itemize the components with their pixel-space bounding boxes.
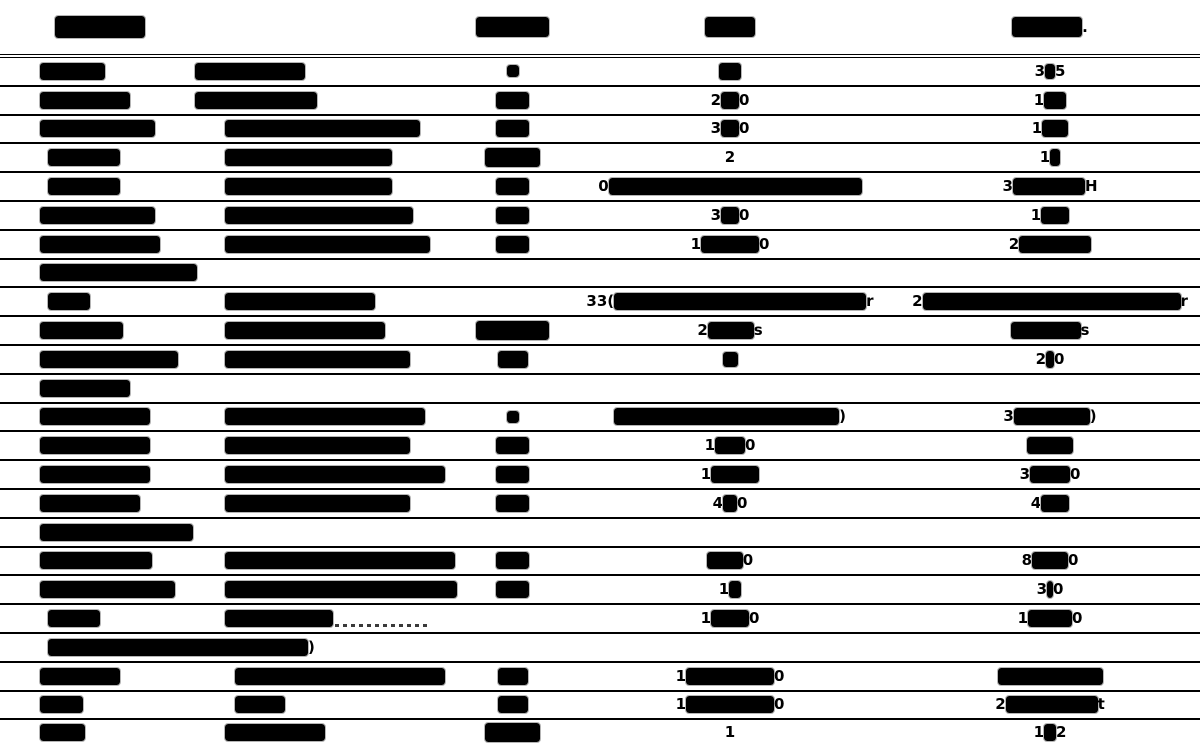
table-row xyxy=(0,432,1200,461)
redaction-bar xyxy=(48,178,120,195)
cell-col3 xyxy=(465,663,560,690)
text-fragment: 3 xyxy=(710,205,721,224)
cell-col2 xyxy=(190,116,465,143)
text-fragment: 0 xyxy=(745,436,756,455)
redaction-bar xyxy=(496,120,529,137)
text-fragment: 0 xyxy=(598,177,609,196)
cell-col2 xyxy=(190,432,465,459)
redaction-bar xyxy=(40,581,175,598)
cell-col1 xyxy=(0,288,190,315)
redaction-bar xyxy=(40,495,140,512)
text-fragment: ) xyxy=(1089,407,1097,426)
cell-col5 xyxy=(900,231,1200,258)
cell-col1 xyxy=(0,231,190,258)
table-row xyxy=(0,490,1200,519)
cell-col3 xyxy=(465,288,560,315)
redaction-bar xyxy=(1041,495,1069,512)
text-fragment: 1 xyxy=(1039,148,1051,167)
table-row xyxy=(0,116,1200,145)
table-row xyxy=(0,692,1200,721)
cell-col3 xyxy=(465,605,560,632)
cell-col5 xyxy=(900,576,1200,603)
cell-col4 xyxy=(560,692,900,719)
redaction-bar xyxy=(48,293,90,310)
redaction-bar xyxy=(40,207,155,224)
text-fragment: 0 xyxy=(1070,465,1081,484)
cell-col1 xyxy=(0,404,190,431)
text-fragment: 3 xyxy=(710,119,721,138)
text-fragment: 0 xyxy=(1072,609,1083,628)
cell-col4 xyxy=(560,317,900,344)
text-fragment: 2 xyxy=(995,695,1006,714)
redaction-bar xyxy=(719,63,741,80)
redaction-bar xyxy=(225,552,455,569)
cell-col2 xyxy=(190,173,465,200)
redaction-bar xyxy=(225,236,430,253)
text-fragment: ) xyxy=(308,637,315,656)
cell-col2 xyxy=(190,461,465,488)
redaction-bar xyxy=(40,120,155,137)
redaction-bar xyxy=(40,351,178,368)
redaction-bar xyxy=(195,63,305,80)
text-fragment: 3 xyxy=(1036,580,1047,599)
cell-col4 xyxy=(560,231,900,258)
cell-col3 xyxy=(465,692,560,719)
cell-col5 xyxy=(900,720,1200,744)
cell-col2 xyxy=(190,490,465,517)
redaction-bar xyxy=(195,92,317,109)
redaction-bar xyxy=(48,610,100,627)
cell-col3 xyxy=(465,116,560,143)
text-fragment: 0 xyxy=(1068,551,1079,570)
table-row xyxy=(0,173,1200,202)
cell-col2 xyxy=(190,346,465,373)
redaction-bar xyxy=(711,466,759,483)
text-fragment: 4 xyxy=(712,493,723,512)
redaction-bar xyxy=(701,236,759,253)
redaction-bar xyxy=(1042,120,1068,137)
cell-col2 xyxy=(190,58,465,85)
redaction-bar xyxy=(1041,207,1069,224)
cell-col5 xyxy=(900,692,1200,719)
cell-col1 xyxy=(0,346,190,373)
cell-col4 xyxy=(560,202,900,229)
cell-col1 xyxy=(0,202,190,229)
cell-col5 xyxy=(900,605,1200,632)
text-fragment: 1 xyxy=(1031,119,1043,138)
cell-col3 xyxy=(465,432,560,459)
redaction-bar xyxy=(498,668,528,685)
redaction-bar xyxy=(496,178,529,195)
redaction-bar xyxy=(496,437,529,454)
redaction-bar xyxy=(1012,17,1082,37)
redaction-bar xyxy=(225,408,425,425)
cell-col5 xyxy=(900,490,1200,517)
cell-col2 xyxy=(190,231,465,258)
header-cell-col3 xyxy=(465,17,560,37)
cell-col4 xyxy=(560,404,900,431)
redaction-bar xyxy=(686,668,774,685)
text-fragment: r xyxy=(1180,292,1188,311)
table-row xyxy=(0,461,1200,490)
cell-col3 xyxy=(465,346,560,373)
cell-col5 xyxy=(900,288,1200,315)
table-row xyxy=(0,605,1200,634)
text-fragment: 2 xyxy=(1035,349,1046,368)
redaction-bar xyxy=(40,696,83,713)
table-row xyxy=(0,58,1200,87)
cell-col5 xyxy=(900,548,1200,575)
cell-col2 xyxy=(190,576,465,603)
table-row xyxy=(0,202,1200,231)
cell-col3 xyxy=(465,720,560,744)
redaction-bar xyxy=(235,668,445,685)
cell-col5 xyxy=(900,317,1200,344)
text-fragment: 2 xyxy=(912,292,923,311)
redaction-bar xyxy=(48,149,120,166)
text-fragment: 3 xyxy=(1034,61,1045,80)
redaction-bar xyxy=(55,16,145,38)
cell-col3 xyxy=(465,404,560,431)
redaction-bar xyxy=(40,437,150,454)
text-fragment: H xyxy=(1084,177,1098,196)
redaction-bar xyxy=(721,92,739,109)
text-fragment: 1 xyxy=(704,436,715,455)
redaction-bar xyxy=(1046,351,1054,368)
redaction-bar xyxy=(1045,64,1055,79)
cell-col4 xyxy=(560,720,900,744)
redaction-bar xyxy=(40,322,123,339)
cell-col4 xyxy=(560,576,900,603)
text-fragment: 1 xyxy=(1033,722,1044,741)
redaction-bar xyxy=(225,724,325,741)
redaction-bar xyxy=(1044,92,1066,109)
text-fragment: 1 xyxy=(1017,609,1028,628)
redaction-bar xyxy=(723,352,738,367)
redaction-bar xyxy=(225,610,333,627)
text-fragment: 1 xyxy=(724,722,736,741)
redaction-bar xyxy=(496,207,529,224)
cell-col4 xyxy=(560,87,900,114)
text-fragment: 0 xyxy=(739,90,750,109)
table-row xyxy=(0,548,1200,577)
cell-col3 xyxy=(465,144,560,171)
cell-col4 xyxy=(560,548,900,575)
text-fragment: 1 xyxy=(1030,205,1042,224)
redaction-bar xyxy=(40,552,152,569)
redaction-bar xyxy=(1011,322,1081,339)
text-fragment: 0 xyxy=(774,666,785,685)
table-header-row xyxy=(0,0,1200,58)
cell-col4 xyxy=(560,288,900,315)
cell-col1 xyxy=(0,461,190,488)
text-fragment: 5 xyxy=(1055,61,1066,80)
redaction-bar xyxy=(40,92,130,109)
cell-col4 xyxy=(560,116,900,143)
table-row xyxy=(0,720,1200,744)
redaction-bar xyxy=(225,178,392,195)
redaction-bar xyxy=(40,63,105,80)
redaction-bar xyxy=(1013,178,1085,195)
table-row xyxy=(0,288,1200,317)
cell-col3 xyxy=(465,202,560,229)
header-cell-col4 xyxy=(560,17,900,37)
redaction-bar xyxy=(496,552,529,569)
cell-col3 xyxy=(465,461,560,488)
redaction-bar xyxy=(40,524,193,541)
redaction-bar xyxy=(476,321,549,340)
text-fragment: 1 xyxy=(690,234,701,253)
cell-col2 xyxy=(190,202,465,229)
section-header-row xyxy=(0,260,1200,289)
cell-col2 xyxy=(190,404,465,431)
cell-col5 xyxy=(900,663,1200,690)
table-row xyxy=(0,87,1200,116)
text-fragment: t xyxy=(1097,695,1105,714)
cell-col4 xyxy=(560,605,900,632)
cell-col5 xyxy=(900,346,1200,373)
redaction-bar xyxy=(496,495,529,512)
cell-col1 xyxy=(0,116,190,143)
cell-col5 xyxy=(900,58,1200,85)
redaction-bar xyxy=(48,639,308,656)
text-fragment: 1 xyxy=(718,580,730,599)
text-fragment: 1 xyxy=(1033,90,1045,109)
cell-col1 xyxy=(0,58,190,85)
text-fragment: s xyxy=(1080,321,1090,340)
cell-col4 xyxy=(560,58,900,85)
text-fragment: 0 xyxy=(774,695,785,714)
redaction-bar xyxy=(40,668,120,685)
cell-col5 xyxy=(900,173,1200,200)
cell-col2 xyxy=(190,692,465,719)
redaction-bar xyxy=(507,411,519,423)
cell-col2 xyxy=(190,605,465,632)
cell-col3 xyxy=(465,173,560,200)
redaction-bar xyxy=(498,351,528,368)
redaction-bar xyxy=(225,293,375,310)
text-fragment: 2 xyxy=(1056,722,1067,741)
cell-col3 xyxy=(465,317,560,344)
redaction-bar xyxy=(225,495,410,512)
cell-col1 xyxy=(0,144,190,171)
redaction-bar xyxy=(40,264,197,281)
redaction-bar xyxy=(1027,437,1073,454)
redaction-bar xyxy=(496,581,529,598)
cell-col3 xyxy=(465,87,560,114)
cell-col3 xyxy=(465,490,560,517)
cell-col1 xyxy=(0,87,190,114)
redaction-bar xyxy=(498,696,528,713)
text-fragment: . xyxy=(1082,17,1088,36)
cell-col2 xyxy=(190,317,465,344)
redaction-bar xyxy=(235,696,285,713)
redaction-bar xyxy=(225,149,392,166)
redaction-bar xyxy=(40,236,160,253)
cell-col5 xyxy=(900,202,1200,229)
redaction-bar xyxy=(711,610,749,627)
text-fragment: 2 xyxy=(1008,234,1020,253)
table-row xyxy=(0,317,1200,346)
redaction-bar xyxy=(923,293,1181,310)
text-fragment: 1 xyxy=(700,465,712,484)
table-row xyxy=(0,231,1200,260)
cell-col1 xyxy=(0,663,190,690)
cell-col2 xyxy=(190,663,465,690)
cell-col4 xyxy=(560,490,900,517)
section-header-row xyxy=(0,519,1200,548)
cell-col1 xyxy=(0,490,190,517)
redaction-bar xyxy=(485,723,540,742)
header-cell-col1 xyxy=(0,16,190,38)
text-fragment: 0 xyxy=(1053,580,1064,599)
text-fragment: 0 xyxy=(1054,349,1065,368)
text-fragment: 1 xyxy=(700,609,711,628)
redaction-bar xyxy=(40,466,150,483)
text-fragment: 3 xyxy=(1002,177,1013,196)
cell-col1 xyxy=(0,576,190,603)
redaction-bar xyxy=(723,495,737,512)
cell-col3 xyxy=(465,58,560,85)
text-fragment: 2 xyxy=(710,90,721,109)
text-fragment: 2 xyxy=(724,148,736,167)
cell-col2 xyxy=(190,288,465,315)
cell-col2 xyxy=(190,720,465,744)
cell-col5 xyxy=(900,87,1200,114)
cell-col4 xyxy=(560,144,900,171)
cell-col1 xyxy=(0,548,190,575)
cell-col2 xyxy=(190,548,465,575)
redaction-bar xyxy=(225,322,385,339)
text-fragment: 0 xyxy=(739,205,750,224)
cell-col5 xyxy=(900,461,1200,488)
redaction-bar xyxy=(1014,408,1090,425)
cell-col5 xyxy=(900,116,1200,143)
redaction-bar xyxy=(614,408,839,425)
text-fragment: 3 xyxy=(1019,465,1030,484)
redaction-bar xyxy=(1032,552,1068,569)
redaction-bar xyxy=(721,207,739,224)
redaction-bar xyxy=(1050,149,1060,166)
redaction-bar xyxy=(507,65,519,77)
redaction-bar xyxy=(614,293,866,310)
redaction-bar xyxy=(1006,696,1098,713)
header-cell-col5 xyxy=(900,17,1200,37)
text-fragment: 2 xyxy=(697,321,708,340)
redaction-bar xyxy=(40,408,150,425)
cell-col4 xyxy=(560,346,900,373)
cell-col4 xyxy=(560,173,900,200)
text-fragment: s xyxy=(753,321,763,340)
cell-col4 xyxy=(560,432,900,459)
redaction-bar xyxy=(496,236,529,253)
redaction-bar xyxy=(476,17,549,37)
redaction-bar xyxy=(609,178,862,195)
table-row xyxy=(0,404,1200,433)
cell-col5 xyxy=(900,432,1200,459)
redaction-bar xyxy=(225,581,457,598)
redaction-bar xyxy=(225,466,445,483)
redaction-bar xyxy=(998,668,1103,685)
cell-col2 xyxy=(190,144,465,171)
cell-col1 xyxy=(0,173,190,200)
clipped-text-remnant xyxy=(335,624,430,627)
text-fragment: 33( xyxy=(586,292,615,311)
redaction-bar xyxy=(1044,724,1056,741)
redaction-bar xyxy=(708,322,754,339)
text-fragment: 4 xyxy=(1030,493,1042,512)
table-row xyxy=(0,576,1200,605)
cell-col1 xyxy=(0,605,190,632)
redaction-bar xyxy=(496,466,529,483)
cell-col4 xyxy=(560,663,900,690)
redaction-bar xyxy=(1030,466,1070,483)
redaction-bar xyxy=(686,696,774,713)
cell-col3 xyxy=(465,231,560,258)
text-fragment: 0 xyxy=(739,119,750,138)
text-fragment: 1 xyxy=(675,666,686,685)
redaction-bar xyxy=(225,351,410,368)
text-fragment: 0 xyxy=(759,234,770,253)
redaction-bar xyxy=(225,207,413,224)
redaction-bar xyxy=(707,552,743,569)
table-row xyxy=(0,144,1200,173)
redaction-bar xyxy=(40,380,130,397)
cell-col3 xyxy=(465,576,560,603)
text-fragment: 8 xyxy=(1021,551,1032,570)
text-fragment: 0 xyxy=(749,609,760,628)
cell-col4 xyxy=(560,461,900,488)
cell-col1 xyxy=(0,432,190,459)
cell-col1 xyxy=(0,720,190,744)
cell-col1 xyxy=(0,317,190,344)
cell-col5 xyxy=(900,404,1200,431)
redaction-bar xyxy=(40,724,85,741)
text-fragment: 0 xyxy=(742,551,754,570)
redaction-bar xyxy=(705,17,755,37)
cell-col3 xyxy=(465,548,560,575)
cell-col5 xyxy=(900,144,1200,171)
redaction-bar xyxy=(721,120,739,137)
section-header-row xyxy=(0,375,1200,404)
redaction-bar xyxy=(729,581,741,598)
table-row xyxy=(0,346,1200,375)
redaction-bar xyxy=(225,437,410,454)
section-header-row xyxy=(0,634,1200,663)
text-fragment: 1 xyxy=(675,695,686,714)
cell-col1 xyxy=(0,692,190,719)
redaction-bar xyxy=(1019,236,1091,253)
redaction-bar xyxy=(485,148,540,167)
redaction-bar xyxy=(496,92,529,109)
redaction-bar xyxy=(225,120,420,137)
redaction-bar xyxy=(715,437,745,454)
cell-col2 xyxy=(190,87,465,114)
text-fragment: ) xyxy=(839,407,846,426)
redaction-bar xyxy=(1028,610,1072,627)
table-row xyxy=(0,663,1200,692)
text-fragment: 3 xyxy=(1003,407,1014,426)
text-fragment: 0 xyxy=(737,493,748,512)
text-fragment: r xyxy=(866,292,874,311)
